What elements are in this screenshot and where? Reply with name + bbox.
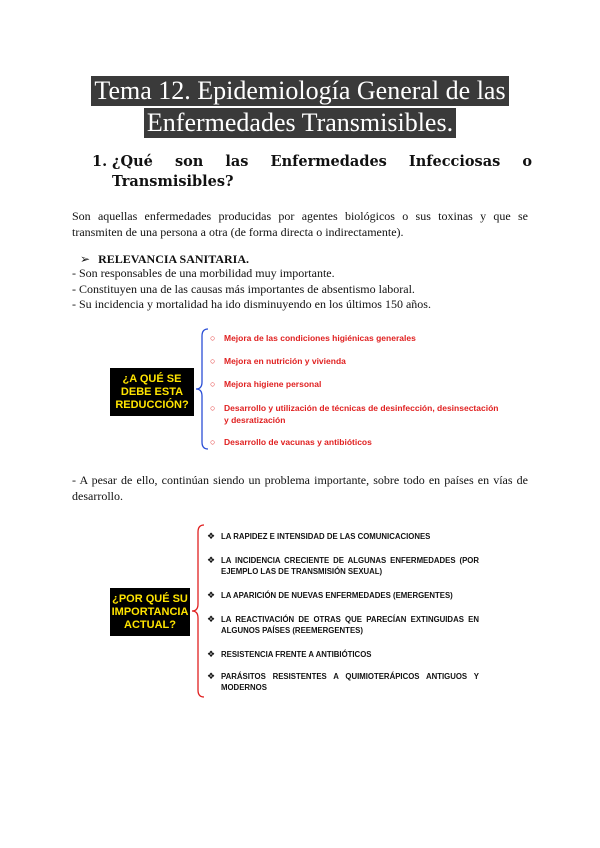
relevance-heading-text: RELEVANCIA SANITARIA. bbox=[98, 252, 249, 266]
diamond-bullet-icon: ❖ bbox=[207, 590, 216, 600]
diamond-bullet-icon: ❖ bbox=[207, 555, 216, 565]
reduction-item: ○ Mejora de las condiciones higiénicas generales bbox=[210, 333, 416, 343]
importance-item: ❖ LA INCIDENCIA CRECIENTE DE ALGUNAS ENFERMEDADES (POR EJEMPLO LAS DE TRANSMISIÓN SEXUAL) bbox=[207, 555, 479, 576]
importance-question-line: IMPORTANCIA bbox=[111, 605, 189, 618]
intro-paragraph: Son aquellas enfermedades producidas por agentes biológicos o sus toxinas y que se transmiten de una persona a otra (de forma directa o indirectamente). bbox=[72, 209, 528, 239]
diamond-bullet-icon: ❖ bbox=[207, 614, 216, 624]
page-title bbox=[0, 76, 600, 140]
reduction-item: ○ Mejora higiene personal bbox=[210, 379, 322, 389]
reduction-item: ○ Desarrollo y utilización de técnicas de desinfección, desinsectación bbox=[210, 403, 499, 413]
reduction-item: ○ Mejora en nutrición y vivienda bbox=[210, 356, 346, 366]
circle-bullet-icon: ○ bbox=[210, 333, 216, 343]
arrow-bullet-icon: ➢ bbox=[80, 252, 91, 266]
importance-item: ❖ LA REACTIVACIÓN DE OTRAS QUE PARECÍAN EXTINGUIDAS EN ALGUNOS PAÍSES (REEMERGENTES) bbox=[207, 614, 479, 635]
importance-item: ❖ PARÁSITOS RESISTENTES A QUIMIOTERÁPICOS ANTIGUOS Y MODERNOS bbox=[207, 671, 479, 692]
diamond-bullet-icon: ❖ bbox=[207, 531, 216, 541]
reduction-question-box bbox=[110, 368, 194, 416]
importance-item: ❖ RESISTENCIA FRENTE A ANTIBIÓTICOS bbox=[207, 649, 372, 659]
relevance-list bbox=[72, 266, 431, 313]
circle-bullet-icon: ○ bbox=[210, 356, 216, 366]
reduction-question-line: REDUCCIÓN? bbox=[115, 398, 189, 411]
reduction-question-line: DEBE ESTA bbox=[120, 385, 184, 398]
relevance-item: - Son responsables de una morbilidad muy importante. bbox=[72, 266, 335, 280]
section-number: 1. bbox=[92, 153, 108, 170]
importance-item: ❖ LA APARICIÓN DE NUEVAS ENFERMEDADES (EMERGENTES) bbox=[207, 590, 453, 600]
diamond-bullet-icon: ❖ bbox=[207, 649, 216, 659]
title-line-2: Enfermedades Transmisibles. bbox=[144, 108, 456, 138]
importance-question-line: ACTUAL? bbox=[124, 618, 176, 631]
relevance-item: - Constituyen una de las causas más importantes de absentismo laboral. bbox=[72, 281, 415, 296]
section-heading bbox=[92, 152, 532, 192]
relevance-item: - Su incidencia y mortalidad ha ido disminuyendo en los últimos 150 años. bbox=[72, 297, 431, 311]
section-heading-line-1: ¿Qué son las Enfermedades Infecciosas o bbox=[112, 153, 532, 170]
circle-bullet-icon: ○ bbox=[210, 437, 216, 447]
circle-bullet-icon: ○ bbox=[210, 403, 216, 413]
importance-item: ❖ LA RAPIDEZ E INTENSIDAD DE LAS COMUNICACIONES bbox=[207, 531, 431, 541]
reduction-item: ○ Desarrollo de vacunas y antibióticos bbox=[210, 437, 372, 447]
red-brace-icon bbox=[190, 524, 206, 698]
circle-bullet-icon: ○ bbox=[210, 379, 216, 389]
title-line-1: Tema 12. Epidemiología General de las bbox=[91, 76, 508, 106]
section-heading-line-2: Transmisibles? bbox=[112, 173, 234, 190]
importance-question-line: ¿POR QUÉ SU bbox=[112, 592, 188, 605]
relevance-heading bbox=[80, 252, 249, 267]
importance-question-box bbox=[110, 588, 190, 636]
reduction-question-line: ¿A QUÉ SE bbox=[122, 372, 182, 385]
reduction-item-continuation: y desratización bbox=[224, 415, 286, 425]
despite-paragraph: - A pesar de ello, continúan siendo un problema importante, sobre todo en países en vías de desarrollo. bbox=[72, 473, 528, 503]
blue-brace-icon bbox=[194, 328, 210, 450]
diamond-bullet-icon: ❖ bbox=[207, 671, 216, 681]
